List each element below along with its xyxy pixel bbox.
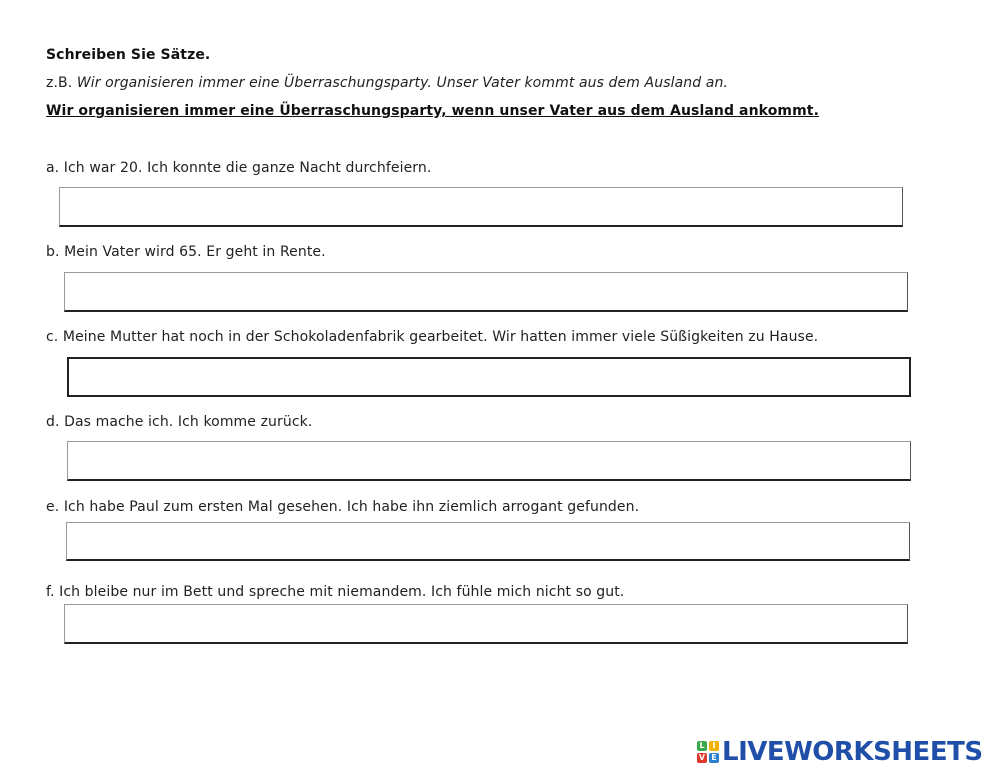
item-c-prompt: c. Meine Mutter hat noch in der Schokoladenfabrik gearbeitet. Wir hatten immer viele Süßigkeiten zu Hause. <box>46 329 819 345</box>
item-b-answer-input[interactable] <box>64 272 908 312</box>
logo-text: LIVEWORKSHEETS <box>722 737 983 767</box>
example-sentence: Wir organisieren immer eine Überraschungsparty. Unser Vater kommt aus dem Ausland an. <box>76 75 728 91</box>
logo-block-v: V <box>698 753 706 762</box>
example-prefix: z.B. <box>46 75 73 91</box>
logo-block-e: E <box>709 753 719 763</box>
item-b-prompt: b. Mein Vater wird 65. Er geht in Rente. <box>46 244 326 260</box>
logo-block-l: L <box>697 741 707 751</box>
item-e-prompt: e. Ich habe Paul zum ersten Mal gesehen. Ich habe ihn ziemlich arrogant gefunden. <box>46 499 640 515</box>
example-answer: Wir organisieren immer eine Überraschungsparty, wenn unser Vater aus dem Ausland ankommt. <box>46 103 819 119</box>
liveworksheets-logo <box>697 735 983 769</box>
item-e-answer-input[interactable] <box>66 522 910 561</box>
logo-block-i: I <box>709 741 719 751</box>
item-d-answer-input[interactable] <box>67 441 911 481</box>
logo-blocks-icon <box>697 741 719 763</box>
item-f-answer-input[interactable] <box>64 604 908 644</box>
instruction-heading: Schreiben Sie Sätze. <box>46 47 211 63</box>
item-d-prompt: d. Das mache ich. Ich komme zurück. <box>46 414 313 430</box>
example-line <box>46 74 728 92</box>
item-c-answer-input[interactable] <box>67 357 911 397</box>
item-f-prompt: f. Ich bleibe nur im Bett und spreche mit niemandem. Ich fühle mich nicht so gut. <box>46 584 625 600</box>
item-a-answer-input[interactable] <box>59 187 903 227</box>
item-a-prompt: a. Ich war 20. Ich konnte die ganze Nacht durchfeiern. <box>46 160 432 176</box>
